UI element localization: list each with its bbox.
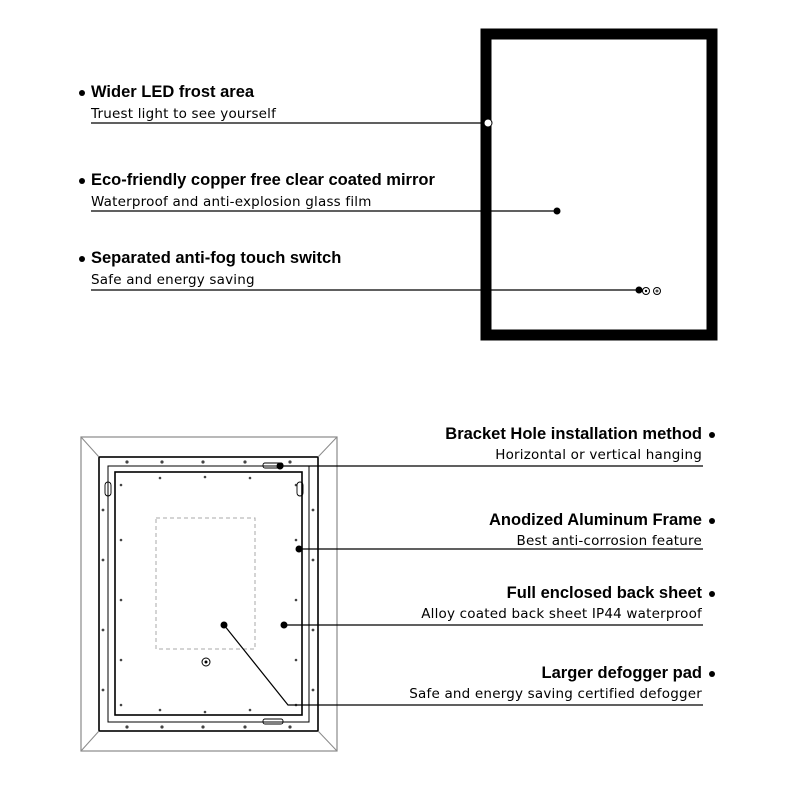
feature-title: Eco-friendly copper free clear coated mirror — [91, 171, 435, 189]
callout-dot-led — [484, 119, 492, 127]
callout-dot-mirror — [554, 208, 561, 215]
aluminum-frame-outer — [99, 457, 318, 731]
frame-screws — [102, 460, 315, 728]
aluminum-frame-inner — [108, 466, 309, 722]
callout-dot-switch — [636, 287, 643, 294]
bullet-dot-icon — [79, 178, 85, 184]
bullet-dot-icon — [709, 671, 715, 677]
feature-title: Larger defogger pad — [541, 664, 702, 682]
bullet-dot-icon — [709, 591, 715, 597]
bracket-hole-icon — [105, 463, 303, 724]
bullet-dot-icon — [79, 90, 85, 96]
feature-subtitle: Safe and energy saving certified defogger — [409, 686, 702, 702]
feature-title: Full enclosed back sheet — [506, 584, 702, 602]
bullet-dot-icon — [709, 432, 715, 438]
feature-subtitle: Waterproof and anti-explosion glass film — [91, 194, 372, 210]
bullet-dot-icon — [709, 518, 715, 524]
touch-switch-icon — [643, 288, 661, 295]
feature-subtitle: Safe and energy saving — [91, 272, 255, 288]
defogger-pad — [156, 518, 255, 649]
feature-subtitle: Truest light to see yourself — [91, 106, 277, 122]
feature-title: Bracket Hole installation method — [445, 425, 702, 443]
back-sheet — [115, 472, 302, 715]
feature-title: Wider LED frost area — [91, 83, 255, 101]
feature-subtitle: Horizontal or vertical hanging — [495, 447, 702, 463]
feature-title: Anodized Aluminum Frame — [489, 511, 702, 529]
feature-subtitle: Best anti-corrosion feature — [516, 533, 702, 549]
back-view — [81, 437, 337, 751]
feature-title: Separated anti-fog touch switch — [91, 249, 342, 267]
outer-frame — [81, 437, 337, 751]
bullet-dot-icon — [79, 256, 85, 262]
feature-subtitle: Alloy coated back sheet IP44 waterproof — [421, 606, 702, 622]
